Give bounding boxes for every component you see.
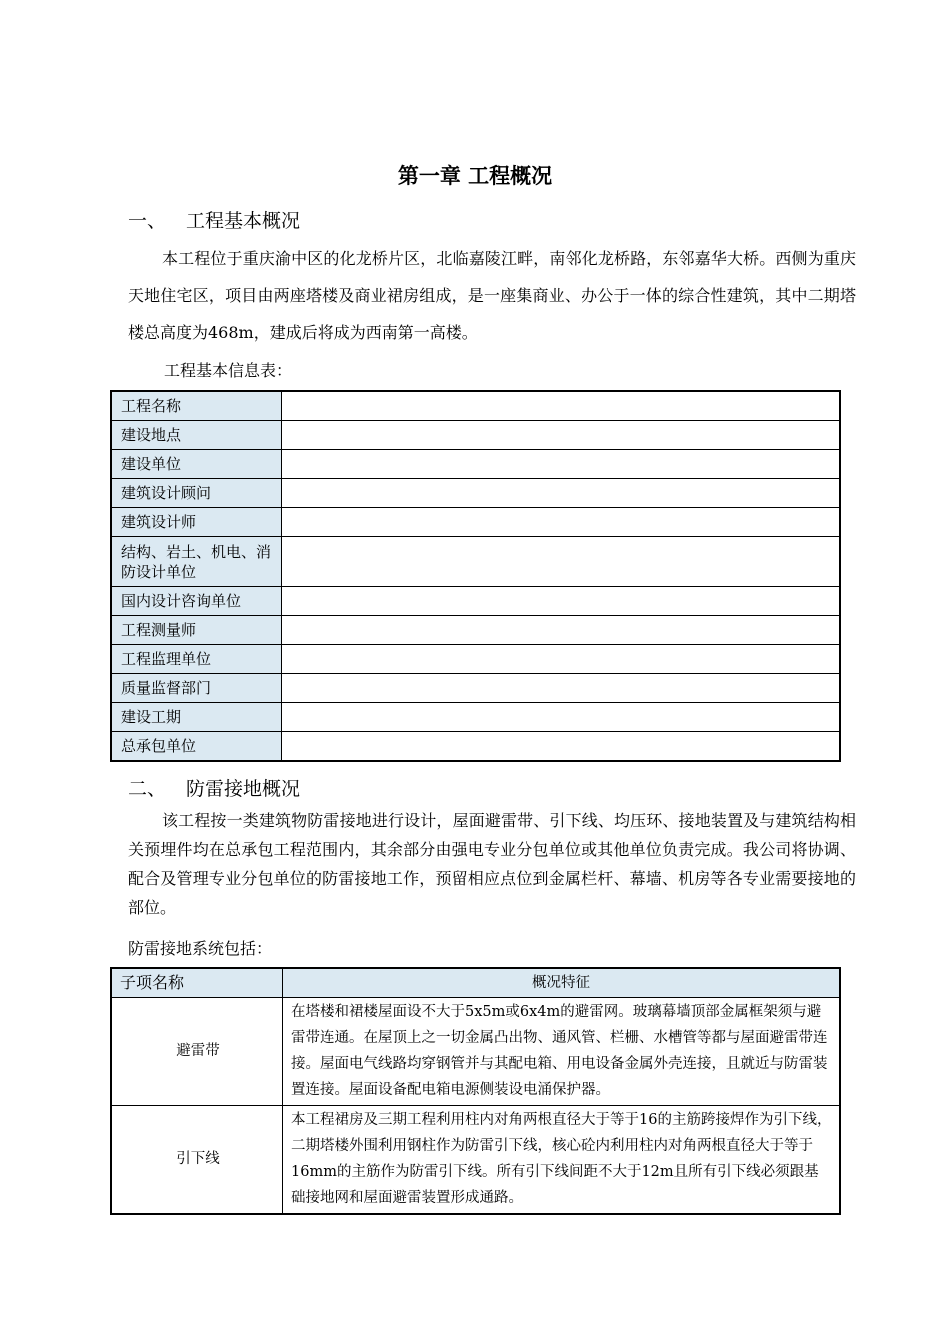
lightning-system-table: [110, 967, 841, 1215]
info-value: [282, 508, 841, 537]
info-label: 建筑设计顾问: [111, 479, 282, 508]
item-name: 避雷带: [111, 998, 283, 1106]
table-row: [111, 450, 840, 479]
info-label: 建设地点: [111, 421, 282, 450]
info-value: [282, 674, 841, 703]
info-label: 国内设计咨询单位: [111, 587, 282, 616]
table-row: [111, 421, 840, 450]
table-row: [111, 674, 840, 703]
section-title: 防雷接地概况: [186, 778, 301, 800]
table-row: [111, 998, 840, 1106]
info-label: 质量监督部门: [111, 674, 282, 703]
item-name: 引下线: [111, 1106, 283, 1215]
table-row: [111, 391, 840, 421]
table-row: [111, 703, 840, 732]
info-label: 工程监理单位: [111, 645, 282, 674]
info-value: [282, 421, 841, 450]
info-value: [282, 703, 841, 732]
info-value: [282, 537, 841, 587]
info-label: 建筑设计师: [111, 508, 282, 537]
info-label: 结构、岩土、机电、消防设计单位: [111, 537, 282, 587]
section-heading-1: [128, 206, 300, 233]
info-value: [282, 479, 841, 508]
table-row: [111, 479, 840, 508]
section-number: 一、: [128, 210, 167, 232]
paragraph-lightning-overview: 该工程按一类建筑物防雷接地进行设计，屋面避雷带、引下线、均压环、接地装置及与建筑结构相关预埋件均在总承包工程范围内，其余部分由强电专业分包单位或其他单位负责完成。我公司将协调、配合及管理专业分包单位的防雷接地工作，预留相应点位到金属栏杆、幕墙、机房等各专业需要接地的部位。: [128, 811, 856, 917]
chapter-title: 第一章 工程概况: [397, 164, 553, 188]
info-value: [282, 645, 841, 674]
project-info-table: [110, 390, 841, 762]
info-value: [282, 732, 841, 762]
info-label: 工程名称: [111, 391, 282, 421]
paragraph-project-overview: 本工程位于重庆渝中区的化龙桥片区，北临嘉陵江畔，南邻化龙桥路，东邻嘉华大桥。西侧为重庆天地住宅区，项目由两座塔楼及商业裙房组成，是一座集商业、办公于一体的综合性建筑，其中二期塔楼总高度为468m，建成后将成为西南第一高楼。: [128, 249, 856, 342]
table-row: [111, 1106, 840, 1215]
system-caption: 防雷接地系统包括：: [128, 939, 273, 958]
table-caption: 工程基本信息表：: [164, 361, 293, 380]
section-title: 工程基本概况: [186, 210, 301, 232]
info-label: 建设单位: [111, 450, 282, 479]
table-row: [111, 508, 840, 537]
section-heading-2: [128, 774, 300, 801]
info-value: [282, 450, 841, 479]
item-description: 本工程裙房及三期工程利用柱内对角两根直径大于等于16的主筋跨接焊作为引下线，二期塔楼外围利用钢柱作为防雷引下线，核心砼内利用柱内对角两根直径大于等于16mm的主筋作为防雷引下线。所有引下线间距不大于12m且所有引下线必须跟基础接地网和屋面避雷装置形成通路。: [283, 1106, 841, 1215]
info-label: 总承包单位: [111, 732, 282, 762]
info-value: [282, 587, 841, 616]
info-value: [282, 616, 841, 645]
column-header: 子项名称: [111, 968, 283, 998]
item-description: 在塔楼和裙楼屋面设不大于5x5m或6x4m的避雷网。玻璃幕墙顶部金属框架须与避雷带连通。在屋顶上之一切金属凸出物、通风管、栏栅、水槽管等都与屋面避雷带连接。屋面电气线路均穿钢管并与其配电箱、用电设备金属外壳连接，且就近与防雷装置连接。屋面设备配电箱电源侧装设电涌保护器。: [283, 998, 841, 1106]
table-row: [111, 537, 840, 587]
table-header-row: [111, 968, 840, 998]
column-header: 概况特征: [283, 968, 841, 998]
info-label: 工程测量师: [111, 616, 282, 645]
info-label: 建设工期: [111, 703, 282, 732]
table-row: [111, 645, 840, 674]
info-value: [282, 391, 841, 421]
table-row: [111, 587, 840, 616]
table-row: [111, 732, 840, 762]
table-row: [111, 616, 840, 645]
section-number: 二、: [128, 778, 167, 800]
